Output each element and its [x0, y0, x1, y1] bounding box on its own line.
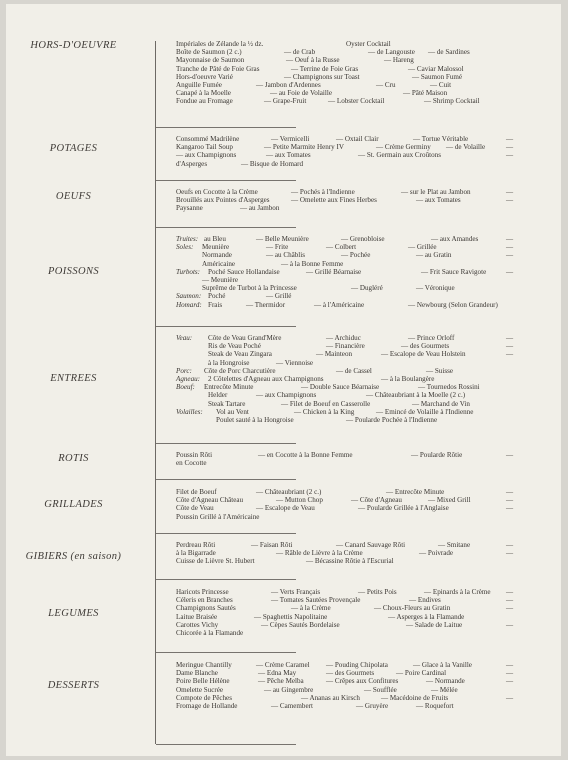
- menu-item: — à l'Américaine: [314, 300, 365, 309]
- menu-line: [176, 160, 554, 168]
- menu-item: Fromage de Hollande: [176, 701, 238, 710]
- menu-item: — Vermicelli: [271, 135, 310, 143]
- section-title: POTAGES: [49, 143, 98, 154]
- menu-item: Côte de Veau: [176, 504, 214, 513]
- menu-item: Côte de Porc Charcutière: [204, 366, 276, 375]
- menu-item: — Chicken à la King: [294, 407, 355, 416]
- section-title: GIBIERS (en saison): [25, 551, 122, 562]
- menu-line: [176, 661, 554, 669]
- menu-item: — Camembert: [271, 701, 313, 710]
- menu-line: [176, 669, 554, 677]
- item-category: Boeuf:: [176, 383, 195, 392]
- menu-line: [176, 276, 554, 284]
- menu-item: —: [506, 541, 514, 549]
- vertical-rule: [155, 41, 156, 744]
- menu-item: Fondue au Fromage: [176, 97, 233, 106]
- menu-item: — Verts Français: [271, 588, 321, 596]
- menu-line: [176, 367, 554, 375]
- menu-item: Steak de Veau Zingara: [208, 350, 272, 359]
- menu-item: —: [506, 188, 514, 196]
- menu-item: — Pâté Maison: [403, 89, 448, 98]
- menu-item: — Gruyère: [356, 701, 389, 710]
- menu-line: [176, 97, 554, 105]
- section-items: [176, 541, 554, 566]
- menu-item: Helder: [208, 391, 228, 400]
- menu-item: —: [506, 451, 514, 459]
- menu-item: — Cuit: [430, 80, 452, 89]
- menu-item: Omelette Sucrée: [176, 685, 224, 694]
- menu-item: Canapé à la Moelle: [176, 89, 231, 98]
- menu-item: — Prince Orloff: [408, 334, 455, 342]
- menu-line: [176, 400, 554, 408]
- menu-item: — Choux-Fleurs au Gratin: [374, 604, 451, 613]
- menu-line: [176, 686, 554, 694]
- section-items: [176, 135, 554, 168]
- menu-item: — Poularde Grillée à l'Anglaise: [358, 504, 449, 513]
- menu-item: — Escalope de Veau: [256, 504, 315, 513]
- menu-line: [176, 204, 554, 212]
- menu-line: [176, 496, 554, 504]
- section-items: [176, 661, 554, 710]
- menu-item: Vol au Vent: [216, 407, 249, 416]
- item-category: Turbots:: [176, 267, 201, 276]
- section-divider: [156, 479, 296, 480]
- menu-item: — Mutton Chop: [276, 496, 323, 505]
- menu-item: — aux Champignons: [176, 151, 237, 160]
- section-divider: [156, 579, 296, 580]
- menu-item: —: [506, 235, 514, 243]
- menu-item: Poché Sauce Hollandaise: [208, 267, 280, 276]
- menu-item: — au Foie de Volaille: [270, 89, 332, 98]
- menu-item: — au Châblis: [266, 251, 306, 260]
- menu-item: — de Cassel: [336, 366, 372, 375]
- menu-line: [176, 65, 554, 73]
- section-items: [176, 588, 554, 637]
- menu-line: [176, 541, 554, 549]
- menu-item: — Filet de Boeuf en Casserolle: [281, 399, 371, 408]
- menu-item: à la Bigarrade: [176, 549, 216, 558]
- menu-line: [176, 375, 554, 383]
- menu-item: — Edna May: [258, 669, 297, 678]
- menu-item: Poché: [208, 292, 226, 301]
- section-items: [176, 451, 554, 467]
- menu-item: Poulet sauté à la Hongroise: [216, 415, 294, 424]
- menu-line: [176, 557, 554, 565]
- menu-line: [176, 260, 554, 268]
- menu-item: — Asperges à la Flamande: [388, 612, 465, 621]
- menu-line: [176, 596, 554, 604]
- menu-item: — Roquefort: [416, 701, 454, 710]
- menu-item: — sur le Plat au Jambon: [401, 188, 471, 196]
- menu-line: [176, 549, 554, 557]
- menu-line: [176, 81, 554, 89]
- menu-item: — Canard Sauvage Rôti: [336, 541, 406, 549]
- menu-line: [176, 89, 554, 97]
- menu-line: [176, 334, 554, 342]
- menu-line: [176, 196, 554, 204]
- menu-item: —: [506, 661, 514, 669]
- menu-line: [176, 235, 554, 243]
- menu-item: Oeufs en Cocotte à la Crème: [176, 188, 258, 196]
- menu-item: —: [506, 267, 514, 276]
- menu-item: — Pochée: [341, 251, 371, 260]
- section-title: POISSONS: [47, 266, 100, 277]
- section-items: [176, 334, 554, 424]
- menu-item: — Suisse: [426, 366, 453, 375]
- menu-item: Poire Belle Hélène: [176, 677, 230, 686]
- menu-item: Perdreau Rôti: [176, 541, 216, 549]
- menu-line: [176, 613, 554, 621]
- menu-item: — Meunière: [202, 275, 239, 284]
- menu-item: —: [506, 596, 514, 605]
- menu-line: [176, 416, 554, 424]
- menu-item: — Belle Meunière: [256, 235, 309, 243]
- menu-item: — Smitane: [438, 541, 471, 549]
- menu-item: Dame Blanche: [176, 669, 218, 678]
- menu-item: — aux Champignons: [256, 391, 317, 400]
- menu-item: — Newbourg (Selon Grandeur): [408, 300, 498, 309]
- menu-item: — Pêche Melba: [258, 677, 304, 686]
- section-title: ROTIS: [58, 453, 89, 464]
- menu-item: Poussin Rôti: [176, 451, 213, 459]
- section-divider: [156, 443, 296, 444]
- menu-item: — Ananas au Kirsch: [301, 693, 360, 702]
- menu-item: — Frit Sauce Ravigote: [421, 267, 487, 276]
- menu-item: Mayonnaise de Saumon: [176, 56, 245, 65]
- menu-line: [176, 284, 554, 292]
- menu-line: [176, 488, 554, 496]
- section-title: ENTREES: [50, 373, 97, 384]
- menu-item: —: [506, 196, 514, 205]
- menu-item: — Crème Germiny: [376, 143, 431, 152]
- menu-item: — de Volaille: [446, 143, 486, 152]
- menu-item: — Crème Caramel: [256, 661, 310, 669]
- menu-item: — Archiduc: [326, 334, 361, 342]
- menu-line: [176, 188, 554, 196]
- menu-item: —: [506, 251, 514, 260]
- menu-line: [176, 451, 554, 459]
- menu-line: [176, 251, 554, 259]
- menu-item: — Cru: [376, 80, 396, 89]
- menu-item: Tranche de Pâté de Foie Gras: [176, 64, 260, 73]
- menu-item: — Faisan Rôti: [251, 541, 293, 549]
- menu-item: Oyster Cocktail: [346, 40, 391, 48]
- menu-item: Céleris en Branches: [176, 596, 233, 605]
- menu-item: —: [506, 334, 514, 342]
- menu-item: —: [506, 151, 514, 160]
- menu-item: — Oxtail Clair: [336, 135, 379, 143]
- menu-item: — à la Bonne Femme: [281, 259, 344, 268]
- menu-item: — Râble de Lièvre à la Crème: [276, 549, 363, 558]
- menu-item: — Côte d'Agneau: [351, 496, 402, 505]
- menu-item: — Saumon Fumé: [412, 72, 463, 81]
- menu-item: — Mélée: [431, 685, 458, 694]
- menu-item: — Champignons sur Toast: [284, 72, 360, 81]
- menu-item: — Oeuf à la Russe: [286, 56, 340, 65]
- item-category: Truites:: [176, 235, 199, 243]
- section-title: OEUFS: [55, 191, 92, 202]
- menu-item: Cuisse de Lièvre St. Hubert: [176, 557, 255, 566]
- menu-item: — Omelette aux Fines Herbes: [291, 196, 377, 205]
- menu-line: [176, 504, 554, 512]
- menu-item: — au Gratin: [416, 251, 452, 260]
- menu-item: — Dugléré: [351, 284, 383, 293]
- menu-item: Laitue Braisée: [176, 612, 218, 621]
- menu-item: à la Hongroise: [208, 358, 250, 367]
- menu-item: Haricots Princesse: [176, 588, 229, 596]
- menu-item: au Bleu: [204, 235, 226, 243]
- menu-item: — des Gourmets: [326, 669, 375, 678]
- item-category: Saumon:: [176, 292, 202, 301]
- menu-item: — Financière: [326, 342, 365, 351]
- menu-item: Entrecôte Minute: [204, 383, 254, 392]
- menu-item: —: [506, 496, 514, 505]
- menu-item: — Viennoise: [276, 358, 314, 367]
- menu-item: — Bécassine Rôtie à l'Escurial: [306, 557, 394, 566]
- menu-item: — Châteaubriant (2 c.): [256, 488, 322, 496]
- menu-item: — Crêpes aux Confitures: [326, 677, 399, 686]
- menu-item: — Marchand de Vin: [412, 399, 470, 408]
- section-items: [176, 235, 554, 309]
- menu-item: — Frite: [266, 243, 289, 252]
- menu-item: — Cèpes Sautés Bordelaise: [261, 620, 340, 629]
- menu-item: —: [506, 243, 514, 252]
- menu-line: [176, 459, 554, 467]
- menu-item: — Caviar Malossol: [408, 64, 464, 73]
- menu-item: Compote de Pêches: [176, 693, 232, 702]
- menu-page: [6, 4, 561, 756]
- menu-item: 2 Côtelettes d'Agneau aux Champignons: [208, 374, 324, 383]
- menu-line: [176, 268, 554, 276]
- menu-item: — Bisque de Homard: [241, 159, 304, 168]
- menu-item: — Normande: [426, 677, 465, 686]
- item-category: Veau:: [176, 334, 193, 342]
- menu-item: — aux Tomates: [416, 196, 461, 205]
- menu-line: [176, 677, 554, 685]
- menu-item: — à la Crème: [291, 604, 331, 613]
- menu-line: [176, 359, 554, 367]
- menu-line: [176, 621, 554, 629]
- menu-item: — Poire Cardinal: [396, 669, 447, 678]
- menu-item: Normande: [202, 251, 232, 260]
- menu-item: — Tournedos Rossini: [418, 383, 480, 392]
- menu-item: —: [506, 677, 514, 686]
- item-category: Homard:: [176, 300, 202, 309]
- menu-item: —: [506, 693, 514, 702]
- menu-item: Suprême de Turbot à la Princesse: [202, 284, 297, 293]
- item-category: Volailles:: [176, 407, 203, 416]
- section-divider: [156, 533, 296, 534]
- menu-item: — Petits Pois: [358, 588, 397, 596]
- menu-item: — Terrine de Foie Gras: [291, 64, 359, 73]
- section-title: GRILLADES: [44, 499, 103, 510]
- menu-item: — St. Germain aux Croûtons: [358, 151, 441, 160]
- menu-item: — aux Tomates: [266, 151, 311, 160]
- menu-item: — Pochés à l'Indienne: [291, 188, 355, 196]
- menu-item: —: [506, 669, 514, 678]
- item-category: Soles:: [176, 243, 194, 252]
- menu-item: — de Sardines: [428, 48, 470, 57]
- menu-item: — Double Sauce Béarnaise: [301, 383, 380, 392]
- menu-item: Paysanne: [176, 204, 203, 213]
- section-title: LEGUMES: [48, 608, 99, 619]
- menu-item: —: [506, 488, 514, 496]
- menu-line: [176, 383, 554, 391]
- menu-item: — Soufflée: [364, 685, 397, 694]
- section-divider: [156, 326, 296, 327]
- menu-item: Côte de Veau Grand'Mère: [208, 334, 282, 342]
- menu-item: Chicorée à la Flamande: [176, 628, 244, 637]
- section-title: DESSERTS: [47, 680, 100, 691]
- menu-item: Consommé Madrilène: [176, 135, 240, 143]
- menu-item: — Poivrade: [419, 549, 454, 558]
- menu-item: Champignons Sautés: [176, 604, 236, 613]
- section-divider: [156, 744, 296, 745]
- menu-item: — Véronique: [416, 284, 455, 293]
- menu-item: — Escalope de Veau Holstein: [381, 350, 466, 359]
- menu-item: Meunière: [202, 243, 230, 252]
- menu-item: — Petite Marmite Henry IV: [264, 143, 344, 152]
- menu-line: [176, 391, 554, 399]
- menu-item: — en Cocotte à la Bonne Femme: [258, 451, 353, 459]
- section-items: [176, 488, 554, 521]
- menu-line: [176, 301, 554, 309]
- menu-item: — Mixed Grill: [428, 496, 471, 505]
- menu-line: [176, 40, 554, 48]
- section-divider: [156, 180, 296, 181]
- menu-item: en Cocotte: [176, 459, 207, 468]
- menu-item: —: [506, 143, 514, 152]
- menu-item: — Grillé Béarnaise: [306, 267, 362, 276]
- section-divider: [156, 652, 296, 653]
- menu-item: — Epinards à la Crème: [424, 588, 491, 596]
- menu-line: [176, 408, 554, 416]
- menu-item: Brouillés aux Pointes d'Asperges: [176, 196, 270, 205]
- menu-item: — de Crab: [284, 48, 316, 57]
- menu-item: —: [506, 604, 514, 613]
- menu-line: [176, 73, 554, 81]
- menu-item: — Grillée: [408, 243, 437, 252]
- section-items: [176, 188, 554, 213]
- menu-item: — Poularde Pochée à l'Indienne: [346, 415, 438, 424]
- section-divider: [156, 227, 296, 228]
- menu-item: — Colbert: [326, 243, 357, 252]
- menu-line: [176, 56, 554, 64]
- menu-item: — Jambon d'Ardennes: [256, 80, 321, 89]
- menu-item: —: [506, 504, 514, 513]
- menu-line: [176, 350, 554, 358]
- menu-item: —: [506, 350, 514, 359]
- menu-line: [176, 243, 554, 251]
- menu-item: — de Langouste: [368, 48, 415, 57]
- menu-item: — Grenobloise: [341, 235, 385, 243]
- menu-item: Anguille Fumée: [176, 80, 222, 89]
- menu-item: — Endives: [409, 596, 441, 605]
- menu-item: — Thermidor: [246, 300, 286, 309]
- menu-item: — Mainteon: [316, 350, 353, 359]
- menu-item: —: [506, 135, 514, 143]
- menu-item: Hors-d'oeuvre Varié: [176, 72, 233, 81]
- menu-line: [176, 588, 554, 596]
- menu-item: — Châteaubriant à la Moelle (2 c.): [366, 391, 466, 400]
- item-category: Agneau:: [176, 374, 201, 383]
- menu-item: — des Gourmets: [401, 342, 450, 351]
- section-items: [176, 40, 554, 106]
- section-divider: [156, 127, 296, 128]
- menu-item: d'Asperges: [176, 159, 208, 168]
- menu-line: [176, 694, 554, 702]
- menu-item: — Lobster Cocktail: [328, 97, 385, 106]
- menu-line: [176, 604, 554, 612]
- menu-item: — Tortue Véritable: [413, 135, 469, 143]
- menu-item: Américaine: [202, 259, 236, 268]
- menu-item: Ris de Veau Poché: [208, 342, 261, 351]
- menu-item: — Grillé: [266, 292, 292, 301]
- menu-item: —: [506, 549, 514, 558]
- section-title: HORS-D'OEUVRE: [30, 40, 117, 51]
- menu-item: — Macédoine de Fruits: [381, 693, 449, 702]
- menu-item: Frais: [208, 300, 223, 309]
- menu-item: —: [506, 342, 514, 351]
- menu-item: — Shrimp Cocktail: [424, 97, 480, 106]
- menu-item: Poussin Grillé à l'Américaine: [176, 512, 260, 521]
- menu-item: — Tomates Sautées Provençale: [271, 596, 361, 605]
- item-category: Porc:: [176, 366, 192, 375]
- menu-item: — aux Amandes: [431, 235, 479, 243]
- menu-item: — Hareng: [384, 56, 414, 65]
- menu-item: —: [506, 588, 514, 596]
- menu-line: [176, 702, 554, 710]
- menu-item: — Emincé de Volaille à l'Indienne: [376, 407, 474, 416]
- menu-item: — au Jambon: [240, 204, 280, 213]
- menu-line: [176, 292, 554, 300]
- menu-line: [176, 48, 554, 56]
- menu-line: [176, 143, 554, 151]
- menu-item: Boîte de Saumon (2 c.): [176, 48, 242, 57]
- menu-item: — Pouding Chipolata: [326, 661, 388, 669]
- menu-item: — à la Boulangère: [381, 374, 435, 383]
- menu-item: Impériales de Zélande la ½ dz.: [176, 40, 264, 48]
- menu-item: Kangaroo Tail Soup: [176, 143, 233, 152]
- menu-item: —: [506, 620, 514, 629]
- menu-line: [176, 151, 554, 159]
- menu-line: [176, 342, 554, 350]
- menu-line: [176, 629, 554, 637]
- menu-line: [176, 513, 554, 521]
- menu-item: — Grape-Fruit: [264, 97, 307, 106]
- menu-item: Côte d'Agneau Château: [176, 496, 244, 505]
- menu-item: Meringue Chantilly: [176, 661, 232, 669]
- menu-line: [176, 135, 554, 143]
- menu-item: Filet de Boeuf: [176, 488, 217, 496]
- menu-item: — Spaghettis Napolitaine: [254, 612, 328, 621]
- menu-item: — Salade de Laitue: [406, 620, 463, 629]
- menu-item: Steak Tartare: [208, 399, 246, 408]
- menu-item: Carottes Vichy: [176, 620, 219, 629]
- menu-item: — Glace à la Vanille: [413, 661, 472, 669]
- menu-item: — Entrecôte Minute: [386, 488, 445, 496]
- menu-item: — au Gingembre: [264, 685, 314, 694]
- menu-item: — Poularde Rôtie: [411, 451, 463, 459]
